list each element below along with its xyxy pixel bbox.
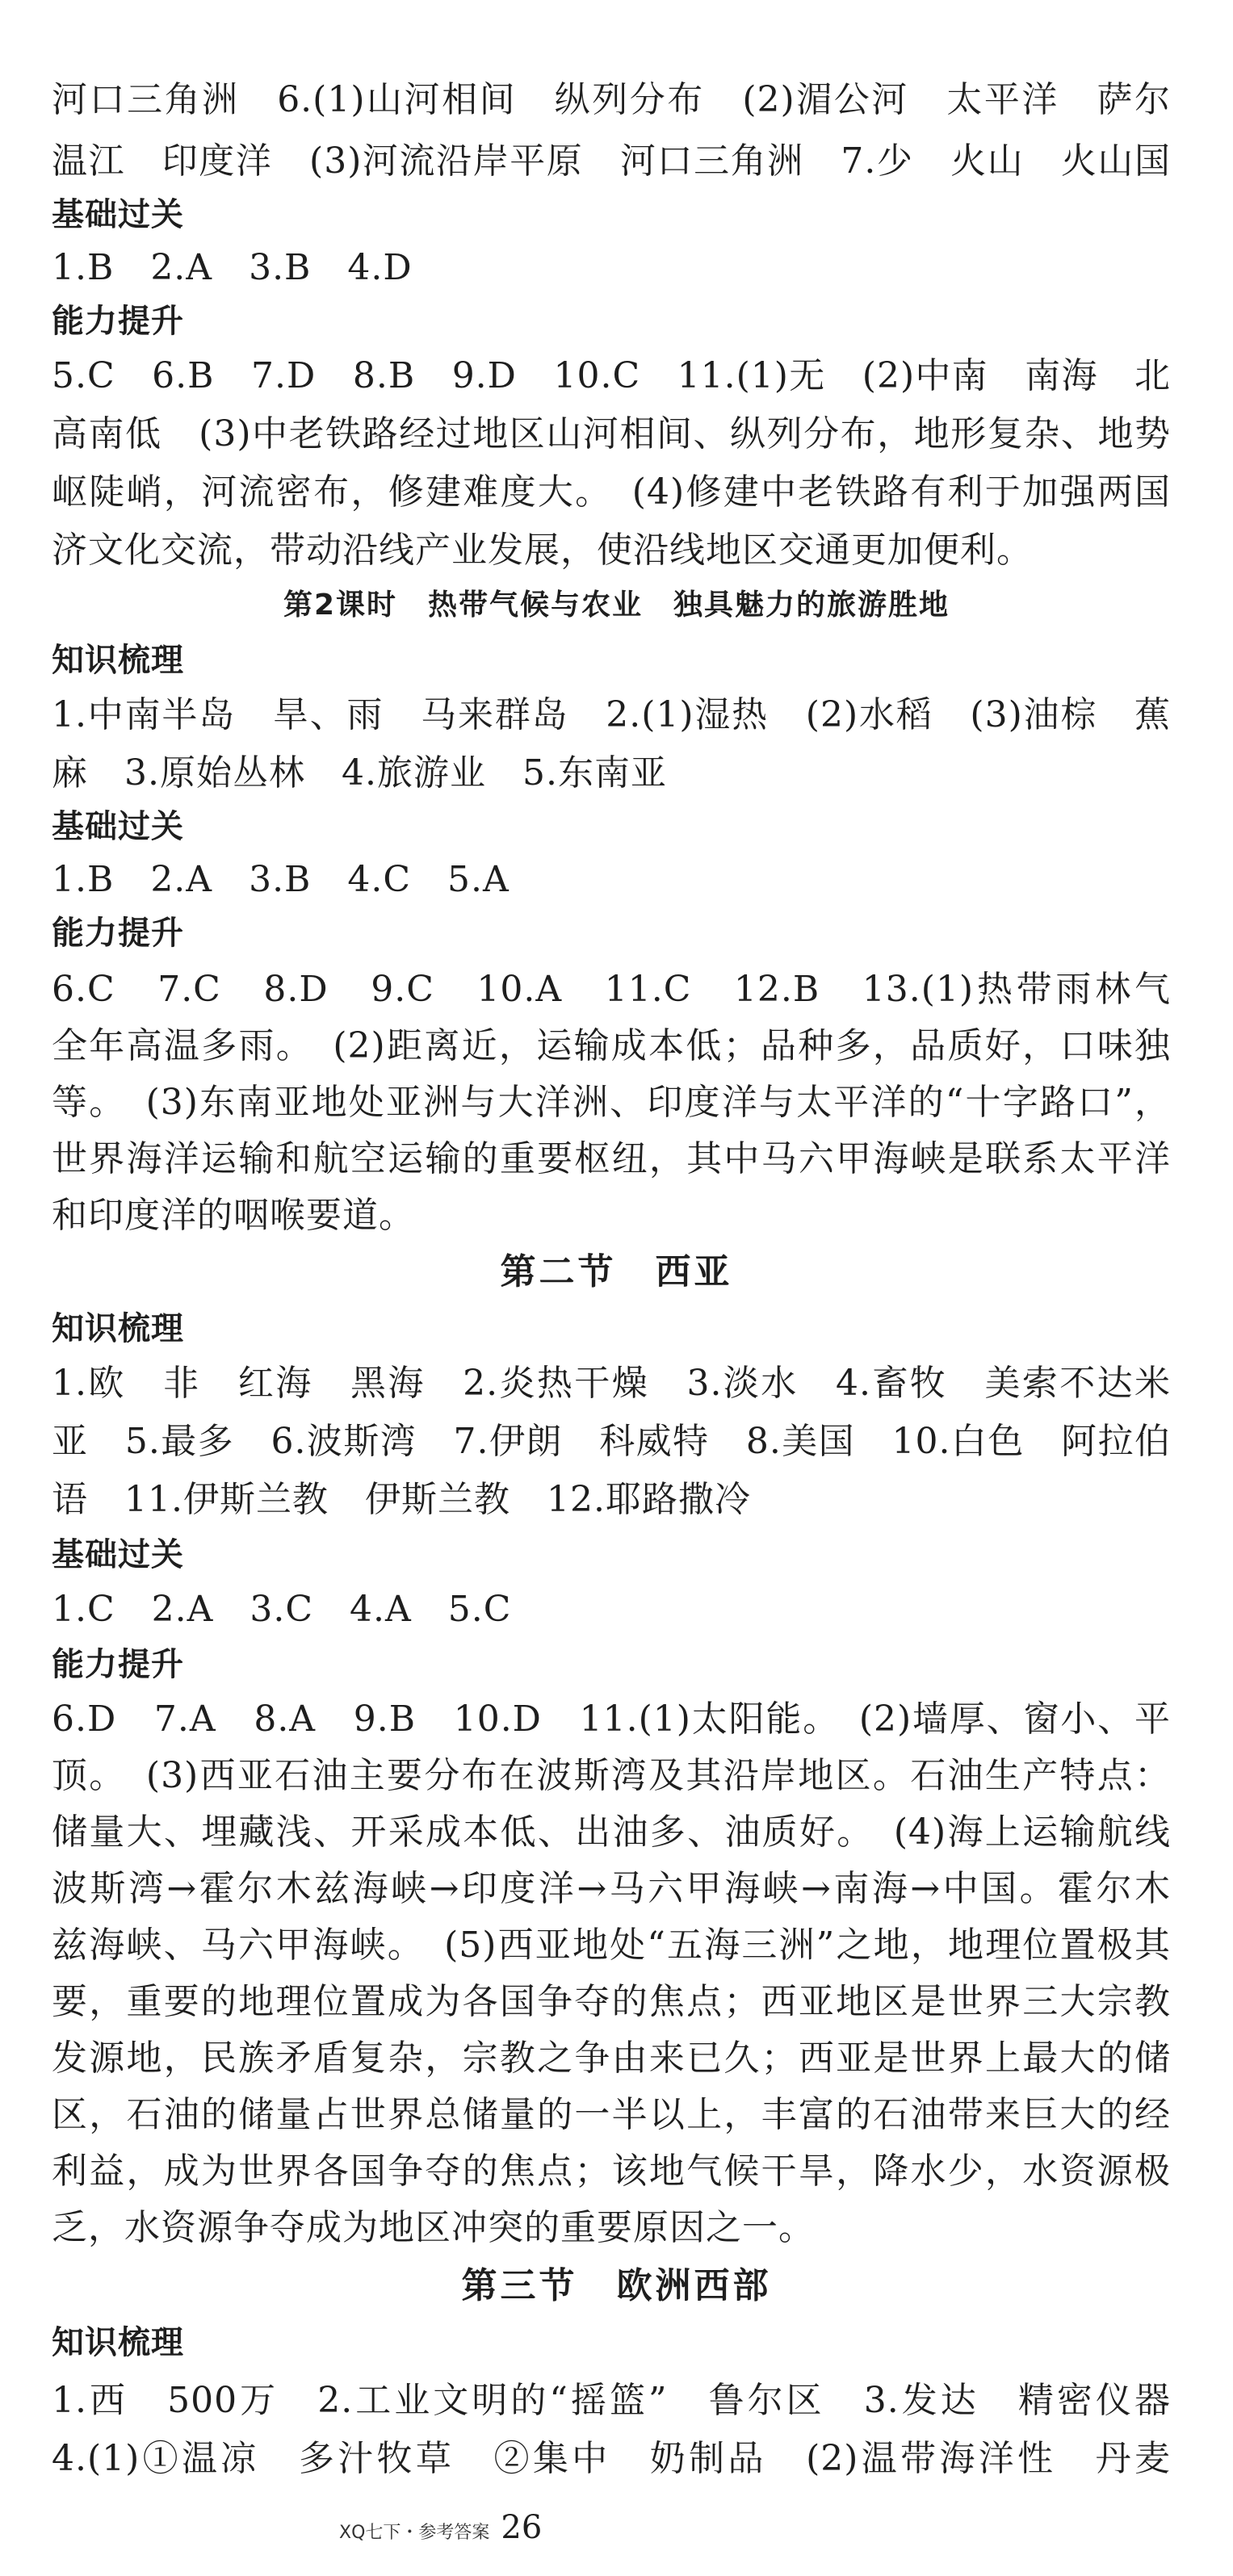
heading-knowledge-3: 知识梳理 [52,2324,184,2361]
text-line-1: 河口三角洲 6.(1)山河相间 纵列分布 (2)湄公河 太平洋 萨尔 [52,79,1171,120]
text-line-9: 麻 3.原始丛林 4.旅游业 5.东南亚 [52,752,667,794]
heading-ability-3: 能力提升 [52,1646,184,1683]
text-line-16: 1.欧 非 红海 黑海 2.炎热干燥 3.淡水 4.畜牧 美索不达米 [52,1363,1171,1404]
text-line-22: 储量大、埋藏浅、开采成本低、出油多、油质好。 (4)海上运输航线 [52,1812,1171,1853]
footer-label: XQ七下・参考答案 [339,2523,490,2543]
text-line-23: 波斯湾→霍尔木兹海峡→印度洋→马六甲海峡→南海→中国。霍尔木 [52,1868,1171,1909]
section-title-western-europe: 第三节 欧洲西部 [461,2265,772,2306]
heading-knowledge-2: 知识梳理 [52,1310,184,1347]
text-line-8: 1.中南半岛 旱、雨 马来群岛 2.(1)湿热 (2)水稻 (3)油棕 蕉 [52,694,1171,735]
page-number: 26 [501,2509,543,2546]
text-line-13: 等。 (3)东南亚地处亚洲与大洋洲、印度洋与太平洋的“十字路口”， [52,1082,1171,1123]
text-line-17: 亚 5.最多 6.波斯湾 7.伊朗 科威特 8.美国 10.白色 阿拉伯 [52,1421,1171,1462]
heading-ability-2: 能力提升 [52,915,184,952]
text-line-24: 兹海峡、马六甲海峡。 (5)西亚地处“五海三洲”之地，地理位置极其 [52,1925,1171,1966]
lesson-title: 第2课时 热带气候与农业 独具魅力的旅游胜地 [283,589,950,622]
section-title-west-asia: 第二节 西亚 [500,1251,733,1292]
heading-ability-1: 能力提升 [52,303,184,340]
heading-basic-3: 基础过关 [52,1536,184,1573]
text-line-5: 高南低 (3)中老铁路经过地区山河相间、纵列分布，地形复杂、地势 [52,413,1171,454]
text-line-2: 温江 印度洋 (3)河流沿岸平原 河口三角洲 7.少 火山 火山国 [52,140,1171,182]
text-line-26: 发源地，民族矛盾复杂，宗教之争由来已久；西亚是世界上最大的储 [52,2038,1171,2079]
text-line-14: 世界海洋运输和航空运输的重要枢纽，其中马六甲海峡是联系太平洋 [52,1138,1171,1179]
heading-basic-2: 基础过关 [52,808,184,845]
text-line-19: 1.C 2.A 3.C 4.A 5.C [52,1589,512,1630]
text-line-3: 1.B 2.A 3.B 4.D [52,247,413,288]
text-line-20: 6.D 7.A 8.A 9.B 10.D 11.(1)太阳能。 (2)墙厚、窗小、平 [52,1698,1171,1740]
text-line-27: 区，石油的储量占世界总储量的一半以上，丰富的石油带来巨大的经 [52,2094,1171,2135]
text-line-4: 5.C 6.B 7.D 8.B 9.D 10.C 11.(1)无 (2)中南 南海 北 [52,355,1171,396]
text-line-11: 6.C 7.C 8.D 9.C 10.A 11.C 12.B 13.(1)热带雨林气 [52,969,1171,1010]
text-line-7: 济文化交流，带动沿线产业发展，使沿线地区交通更加便利。 [52,530,1033,571]
text-line-31: 4.(1)①温凉 多汁牧草 ②集中 奶制品 (2)温带海洋性 丹麦 [52,2438,1171,2479]
text-line-18: 语 11.伊斯兰教 伊斯兰教 12.耶路撒冷 [52,1479,751,1520]
text-line-28: 利益，成为世界各国争夺的焦点；该地气候干旱，降水少，水资源极 [52,2151,1171,2192]
text-line-12: 全年高温多雨。 (2)距离近，运输成本低；品种多，品质好，口味独 [52,1025,1171,1066]
text-line-29: 乏，水资源争夺成为地区冲突的重要原因之一。 [52,2207,815,2248]
text-line-21: 顶。 (3)西亚石油主要分布在波斯湾及其沿岸地区。石油生产特点： [52,1755,1171,1796]
heading-basic-1: 基础过关 [52,196,184,233]
text-line-15: 和印度洋的咽喉要道。 [52,1195,415,1236]
heading-knowledge-1: 知识梳理 [52,642,184,679]
text-line-25: 要，重要的地理位置成为各国争夺的焦点；西亚地区是世界三大宗教 [52,1981,1171,2022]
text-line-6: 岖陡峭，河流密布，修建难度大。 (4)修建中老铁路有利于加强两国 [52,471,1171,513]
page-footer [339,2509,542,2557]
text-line-30: 1.西 500万 2.工业文明的“摇篮” 鲁尔区 3.发达 精密仪器 [52,2380,1171,2421]
text-line-10: 1.B 2.A 3.B 4.C 5.A [52,859,510,900]
